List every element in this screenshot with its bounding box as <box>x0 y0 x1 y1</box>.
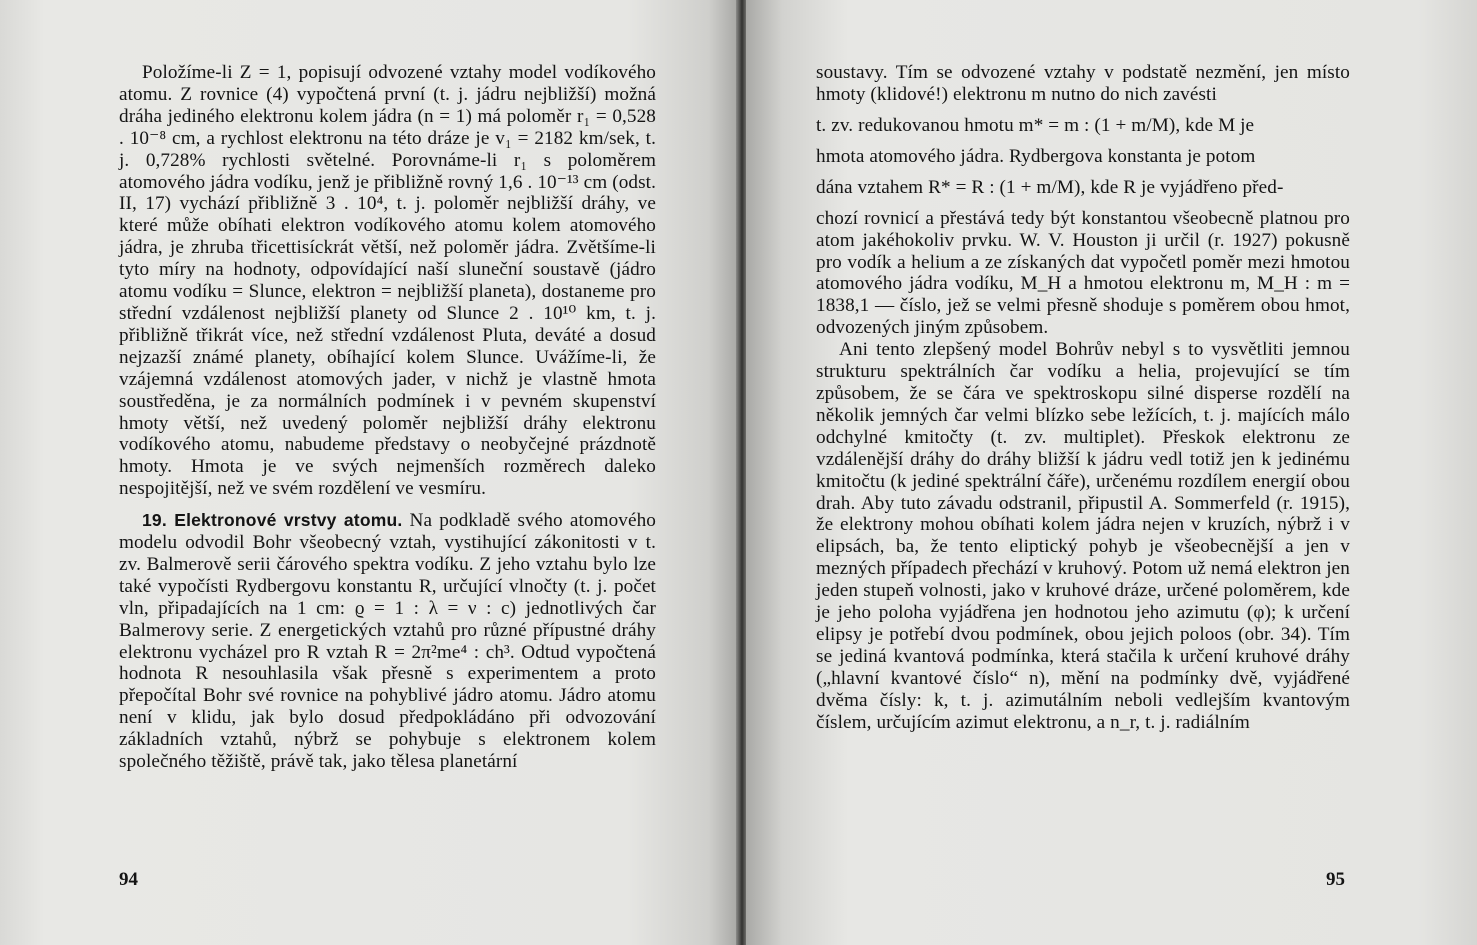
left-paragraph-1: Položíme-li Z = 1, popisují odvozené vztahy model vodíkového atomu. Z rovnice (4) vypočtená první (t. j. jádru nejbližší) možná dráha jediného elektronu kolem jádra (n = 1) má poloměr r₁ = 0,528 . 10⁻⁸ cm, a rychlost elektronu na této dráze je v₁ = 2182 km/sek, t. j. 0,728% rychlosti světelné. Porovnáme-li r₁ s poloměrem atomového jádra vodíku, jenž je přibližně rovný 1,6 . 10⁻¹³ cm (odst. II, 17) vychází přibližně 3 . 10⁴, t. j. poloměr nejbližší dráhy, ve které může obíhati elektron vodíkového atomu kolem atomového jádra, je zhruba třicettisíckrát větší, než poloměr jádra. Zvětšíme-li tyto míry na hodnoty, odpovídající naší sluneční soustavě (jádro atomu vodíku = Slunce, elektron = nejbližší planeta), dostaneme pro střední vzdálenost nejbližší planety od Slunce 2 . 10¹⁰ km, t. j. přibližně třikrát více, než střední vzdálenost Pluta, deváté a dosud nejzazší známé planety, obíhající kolem Slunce. Uvážíme-li, že vzájemná vzdálenost atomových jader, v nichž je vlastně hmota soustředěna, je za normálních podmínek i v pevném skupenství hmoty větší, než uvedený poloměr nejbližší dráhy elektronu vodíkového atomu, nabudeme představy o neobyčejné prázdnotě hmoty. Hmota je ve svých nejmenších rozměrech daleko nespojitější, než ve svém rozdělení ve vesmíru. <box>119 62 656 500</box>
left-page <box>0 0 738 945</box>
right-page <box>746 0 1477 945</box>
section-heading: 19. Elektronové vrstvy atomu. <box>142 510 403 531</box>
page-number-left: 94 <box>119 869 138 890</box>
right-paragraph-1d: dána vztahem R* = R : (1 + m/M), kde R je vyjádřeno před- <box>816 176 1284 198</box>
right-paragraph-1c: hmota atomového jádra. Rydbergova konstanta je potom <box>816 145 1256 167</box>
right-paragraph-2: Ani tento zlepšený model Bohrův nebyl s to vysvětliti jemnou strukturu spektrálních čar vodíku a helia, projevující se tím způsobem, že se čára ve spektroskopu silné disperse rozdělí na několik jemných čar velmi blízko sebe ležících, t. j. majících málo odchylné kmitočty (t. zv. multiplet). Přeskok elektronu ze vzdálenější dráhy do dráhy bližší k jádru vedl totiž jen k jedinému kmitočtu (k jediné spektrální čáře), určenému rozdílem energií obou drah. Aby tuto závadu odstranil, připustil A. Sommerfeld (r. 1915), že elektrony mohou obíhati kolem jádra nejen v kruzích, nýbrž i v elipsách, ba, že tento eliptický pohyb je všeobecnější a jen v mezných případech přechází v kruhový. Potom už nemá elektron jen jeden stupeň volnosti, jako v kruhové dráze, určené poloměrem, kde je jeho poloha vyjádřena jen hodnotou jeho azimutu (φ); k určení elipsy je potřebí dvou podmínek, obou jejich poloos (obr. 34). Tím se jediná kvantová podmínka, která stačila k určení kruhové dráhy („hlavní kvantové číslo“ n), mění na podmínky dvě, vyjádřené dvěma čísly: k, t. j. azimutálním neboli vedlejším kvantovým číslem, určujícím azimut elektronu, a n_r, t. j. radiálním <box>816 339 1350 733</box>
page-number-right: 95 <box>1326 869 1345 890</box>
left-page-text <box>119 62 656 773</box>
right-page-text <box>816 62 1350 733</box>
right-paragraph-1a: soustavy. Tím se odvozené vztahy v podstatě nezmění, jen místo hmoty (klidové!) elektronu m nutno do nich zavésti <box>816 62 1350 105</box>
right-paragraph-1e: chozí rovnicí a přestává tedy být konstantou všeobecně platnou pro atom jakéhokoliv prvku. W. V. Houston ji určil (r. 1927) pokusně pro vodík a helium a ze získaných dat vypočetl poměr mezi hmotou atomového jádra vodíku, M_H a hmotou elektronu m, M_H : m = 1838,1 — číslo, jež se velmi přesně shoduje s poměrem obou hmot, odvozených jiným způsobem. <box>816 207 1350 339</box>
left-paragraph-2-body: Na podkladě svého atomového modelu odvodil Bohr všeobecný vztah, vystihující zákonitosti v t. zv. Balmerově serii čárového spektra vodíku. Z jeho vztahu bylo lze také vypočísti Rydbergovu konstantu R, určující vlnočty (t. j. počet vln, připadajících na 1 cm: ϱ = 1 : λ = ν : c) jednotlivých čar Balmerovy serie. Z energetických vztahů pro různé přípustné dráhy elektronu vycházel pro R vztah R = 2π²me⁴ : ch³. Odtud vypočtená hodnota R nesouhlasila však přesně s experimentem a proto přepočítal Bohr své rovnice na pohyblivé jádro atomu. Jádro atomu není v klidu, jak bylo dosud předpokládáno při odvozování základních vztahů, nýbrž se pohybuje s elektronem kolem společného těžiště, právě tak, jako tělesa planetární <box>119 510 656 773</box>
left-paragraph-2 <box>119 510 656 773</box>
right-paragraph-1b: t. zv. redukovanou hmotu m* = m : (1 + m/M), kde M je <box>816 114 1255 136</box>
